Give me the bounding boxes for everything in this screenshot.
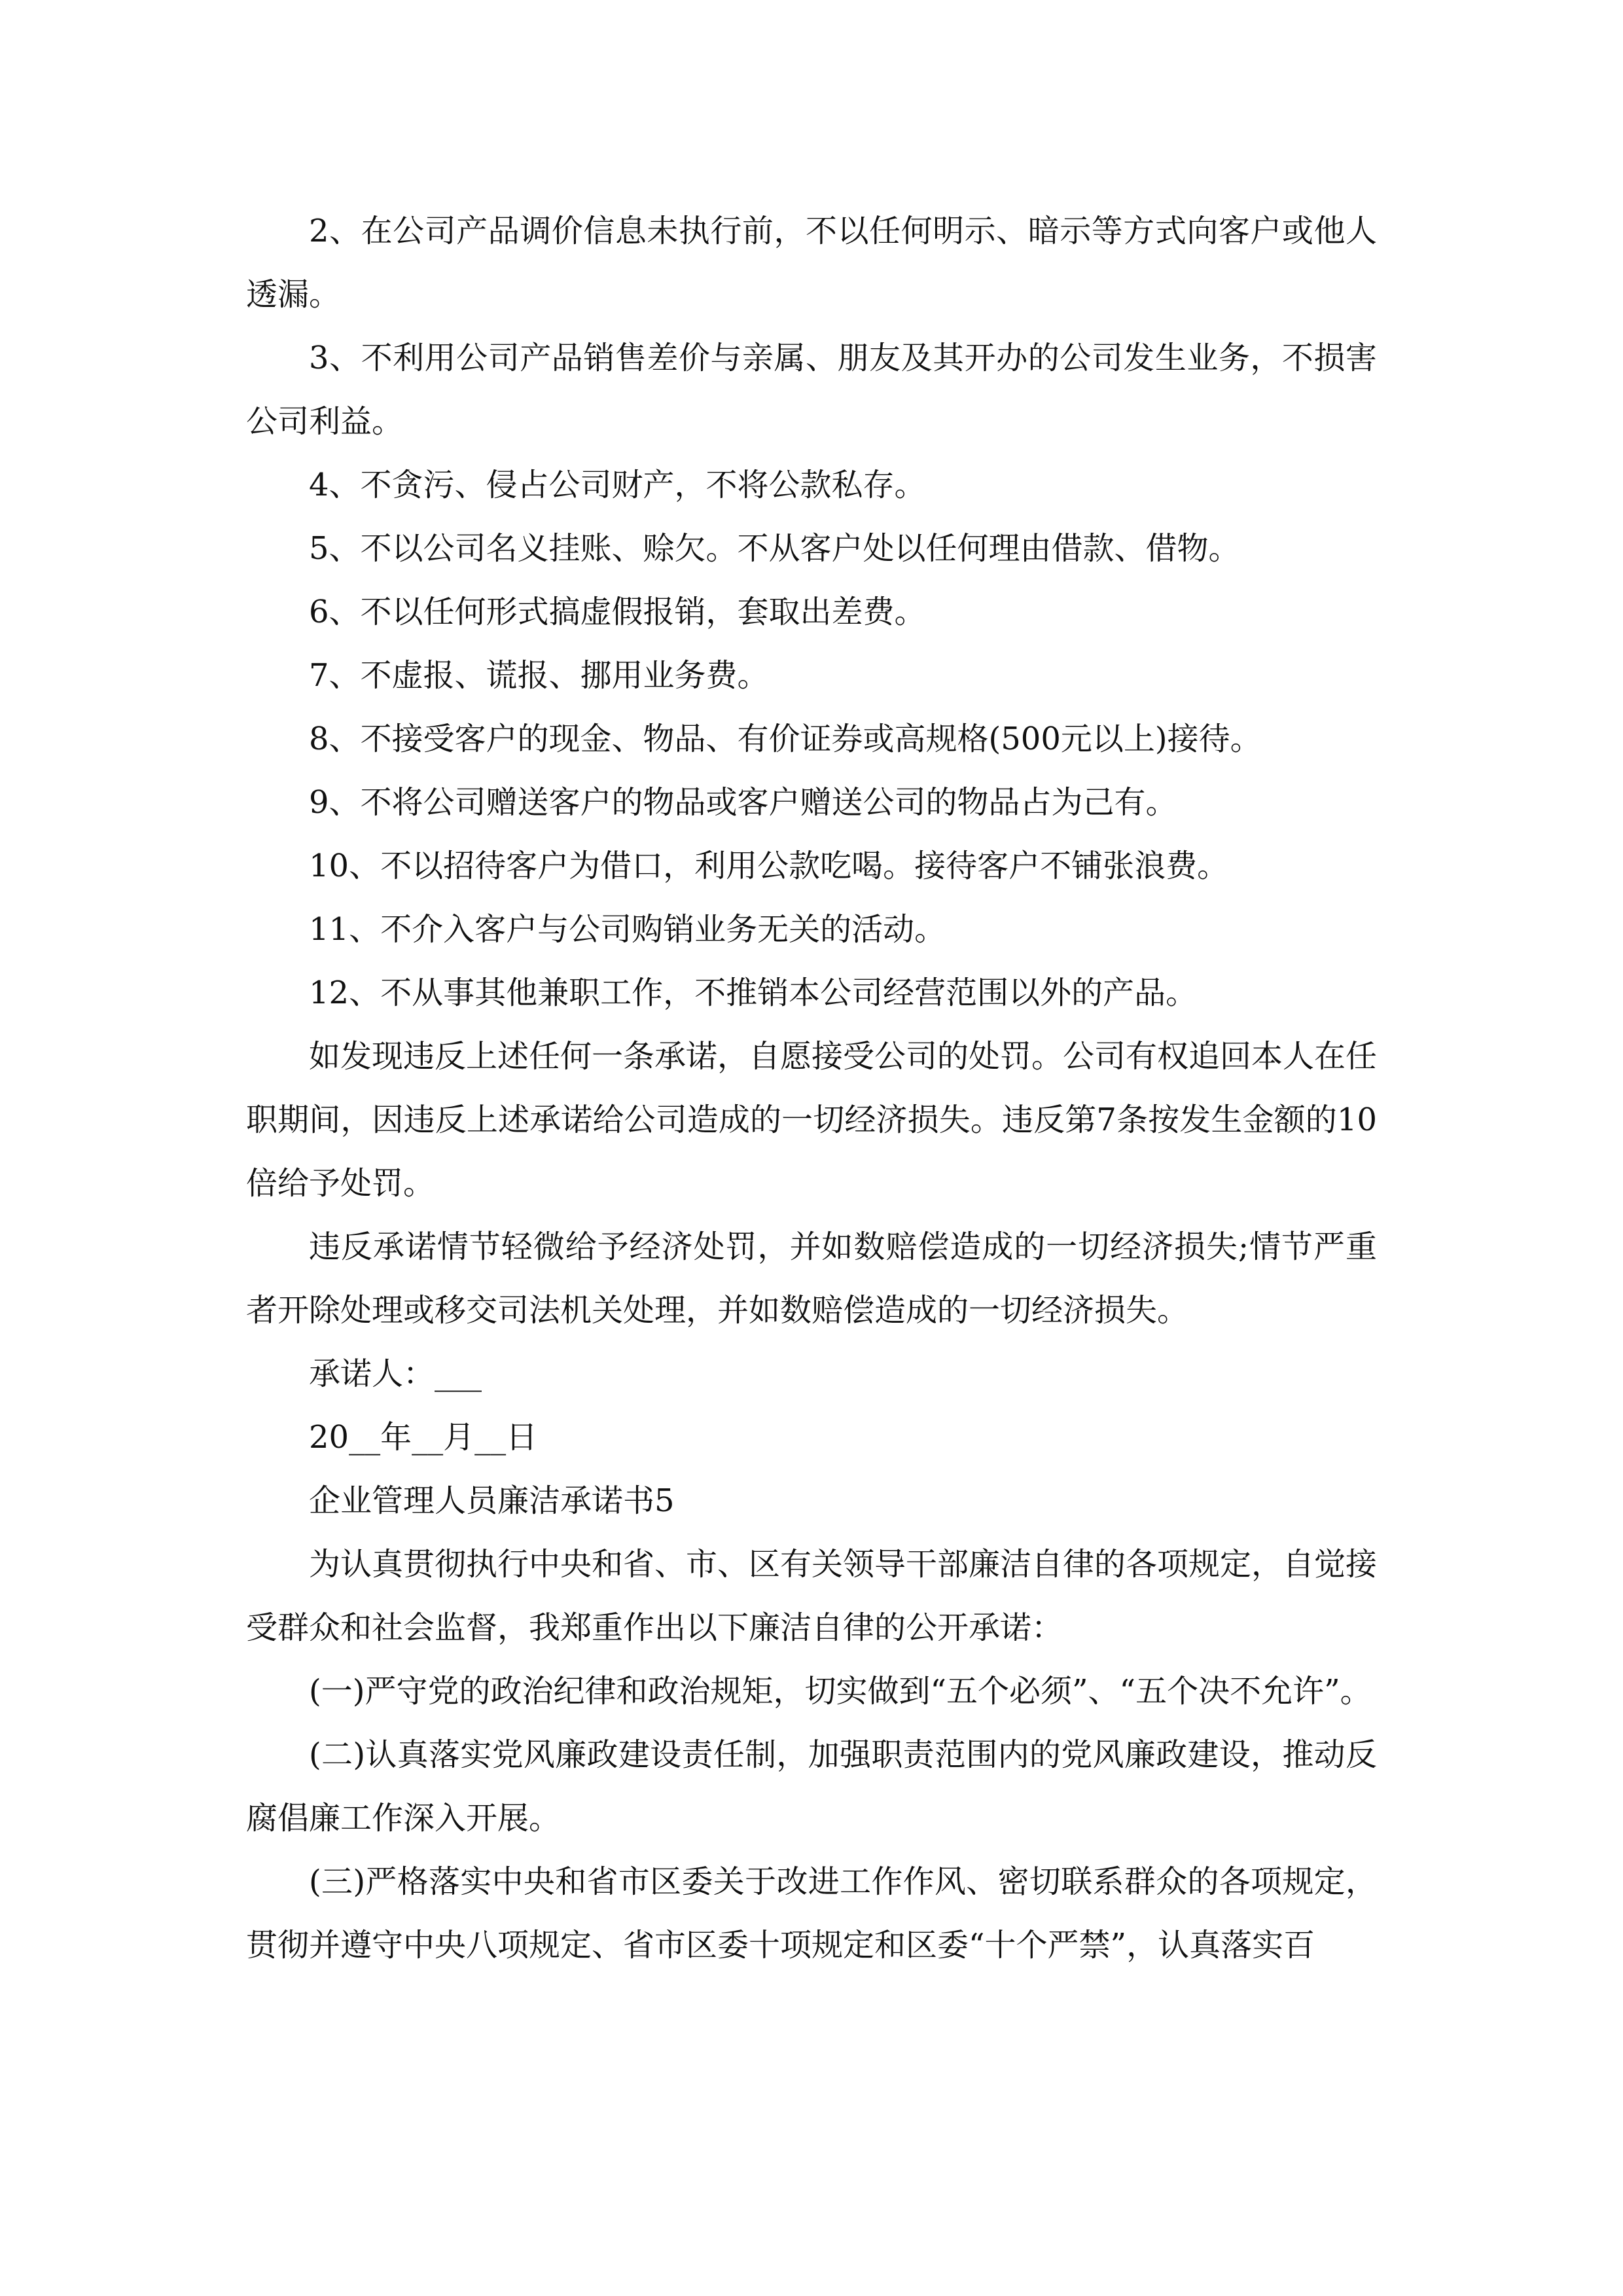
clause-7: 7、不虚报、谎报、挪用业务费。 (309, 657, 769, 694)
clause-6: 6、不以任何形式搞虚假报销，套取出差费。 (309, 594, 926, 630)
signer-line: 承诺人：___ (309, 1355, 482, 1392)
clause-11: 11、不介入客户与公司购销业务无关的活动。 (309, 911, 946, 948)
clause-2: 2、在公司产品调价信息未执行前，不以任何明示、暗示等方式向客户或他人透漏。 (246, 213, 1377, 313)
pledge-item-1: (一)严守党的政治纪律和政治规矩，切实做到“五个必须”、“五个决不允许”。 (309, 1673, 1372, 1710)
severity-paragraph: 违反承诺情节轻微给予经济处罚，并如数赔偿造成的一切经济损失;情节严重者开除处理或移交司法机关处理，并如数赔偿造成的一切经济损失。 (246, 1229, 1377, 1329)
intro-paragraph: 为认真贯彻执行中央和省、市、区有关领导干部廉洁自律的各项规定，自觉接受群众和社会监督，我郑重作出以下廉洁自律的公开承诺： (246, 1546, 1378, 1646)
clause-3: 3、不利用公司产品销售差价与亲属、朋友及其开办的公司发生业务，不损害公司利益。 (246, 340, 1377, 440)
penalty-paragraph: 如发现违反上述任何一条承诺，自愿接受公司的处罚。公司有权追回本人在任职期间，因违反上述承诺给公司造成的一切经济损失。违反第7条按发生金额的10倍给予处罚。 (246, 1038, 1378, 1202)
date-line: 20__年__月__日 (309, 1419, 538, 1456)
clause-5: 5、不以公司名义挂账、赊欠。不从客户处以任何理由借款、借物。 (309, 530, 1240, 567)
clause-8: 8、不接受客户的现金、物品、有价证券或高规格(500元以上)接待。 (309, 721, 1262, 757)
pledge-item-2: (二)认真落实党风廉政建设责任制，加强职责范围内的党风廉政建设，推动反腐倡廉工作深入开展。 (246, 1736, 1377, 1837)
pledge-item-3: (三)严格落实中央和省市区委关于改进工作作风、密切联系群众的各项规定，贯彻并遵守中央八项规定、省市区委十项规定和区委“十个严禁”，认真落实百 (246, 1863, 1377, 1964)
document-body (246, 200, 1377, 1977)
clause-12: 12、不从事其他兼职工作，不推销本公司经营范围以外的产品。 (309, 975, 1198, 1011)
clause-10: 10、不以招待客户为借口，利用公款吃喝。接待客户不铺张浪费。 (309, 848, 1229, 884)
clause-4: 4、不贪污、侵占公司财产，不将公款私存。 (309, 467, 926, 503)
section-title: 企业管理人员廉洁承诺书5 (309, 1482, 675, 1519)
clause-9: 9、不将公司赠送客户的物品或客户赠送公司的物品占为己有。 (309, 784, 1177, 821)
